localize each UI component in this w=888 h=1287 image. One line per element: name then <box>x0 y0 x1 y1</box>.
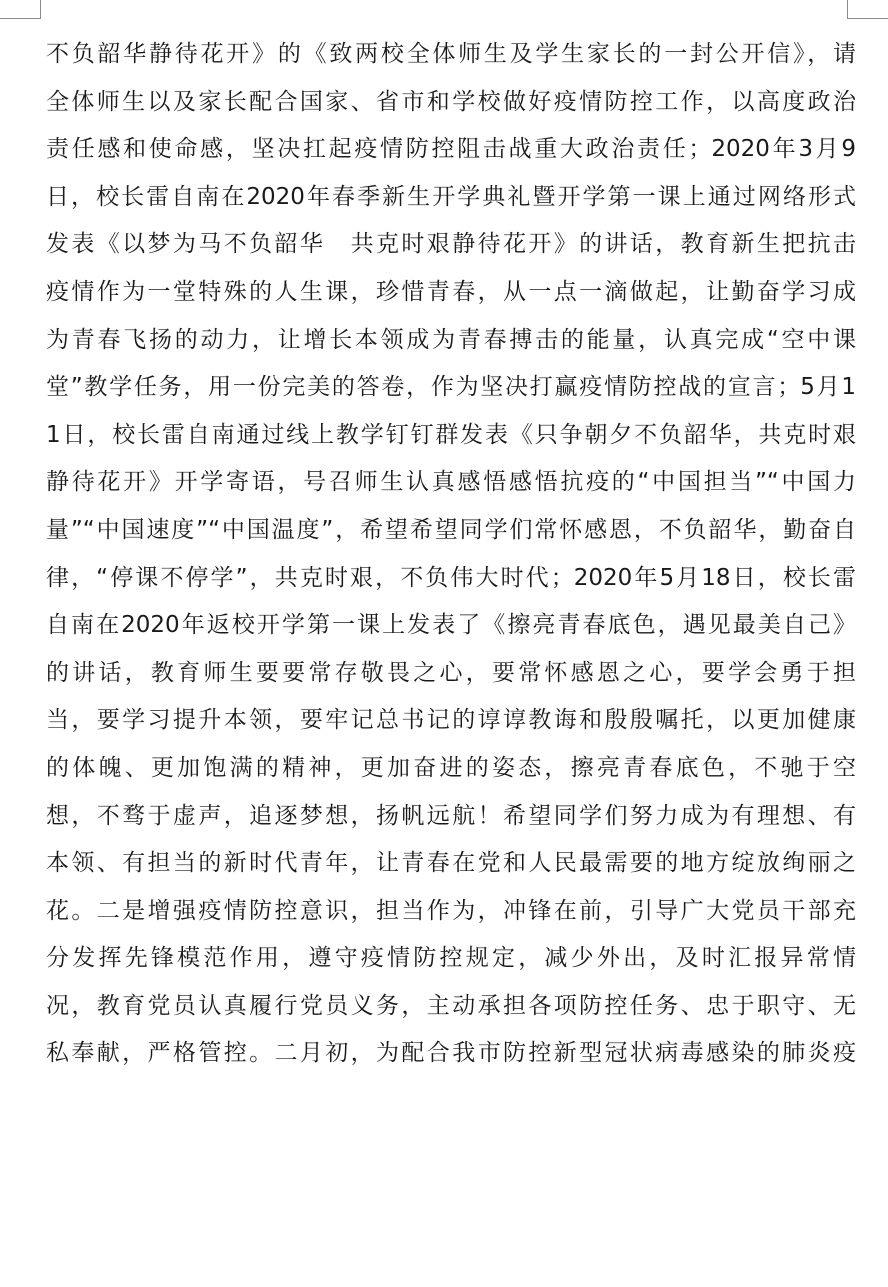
text-line: 1日，校长雷自南通过线上教学钉钉群发表《只争朝夕不负韶华，共克时艰 <box>46 421 856 448</box>
text-line: 私奉献，严格管控。二月初，为配合我市防控新型冠状病毒感染的肺炎疫 <box>46 1040 856 1067</box>
text-line: 不负韶华静待花开》的《致两校全体师生及学生家长的一封公开信》，请 <box>46 41 856 67</box>
text-line: 自南在2020年返校开学第一课上发表了《擦亮青春底色，遇见最美自己》 <box>46 612 856 639</box>
text-line: 量”“中国速度”“中国温度”，希望希望同学们常怀感恩，不负韶华，勤奋自 <box>46 516 856 543</box>
text-line: 分发挥先锋模范作用，遵守疫情防控规定，减少外出，及时汇报异常情 <box>46 945 856 972</box>
text-line: 静待花开》开学寄语，号召师生认真感悟感悟抗疫的“中国担当”“中国力 <box>46 469 856 496</box>
text-line: 责任感和使命感，坚决扛起疫情防控阻击战重大政治责任；2020年3月9 <box>46 136 856 163</box>
text-line: 律，“停课不停学”，共克时艰，不负伟大时代；2020年5月18日，校长雷 <box>46 564 856 591</box>
text-line: 堂”教学任务，用一份完美的答卷，作为坚决打赢疫情防控战的宣言；5月1 <box>46 374 856 401</box>
text-line: 日，校长雷自南在2020年春季新生开学典礼暨开学第一课上通过网络形式 <box>46 183 856 210</box>
text-line: 的讲话，教育师生要要常存敬畏之心，要常怀感恩之心，要学会勇于担 <box>46 659 856 686</box>
text-line: 况，教育党员认真履行党员义务，主动承担各项防控任务、忠于职守、无 <box>46 992 856 1019</box>
page-corner-mark-top-right <box>847 0 888 19</box>
text-line: 疫情作为一堂特殊的人生课，珍惜青春，从一点一滴做起，让勤奋学习成 <box>46 278 856 305</box>
text-line: 花。二是增强疫情防控意识，担当作为，冲锋在前，引导广大党员干部充 <box>46 897 856 924</box>
text-line: 全体师生以及家长配合国家、省市和学校做好疫情防控工作，以高度政治 <box>46 88 856 115</box>
text-line: 想，不骛于虚声，追逐梦想，扬帆远航！希望同学们努力成为有理想、有 <box>46 802 856 829</box>
page-corner-mark-top-left <box>0 0 41 19</box>
text-line: 发表《以梦为马不负韶华 共克时艰静待花开》的讲话，教育新生把抗击 <box>46 231 856 258</box>
document-body <box>46 31 856 1078</box>
text-line: 为青春飞扬的动力，让增长本领成为青春搏击的能量，认真完成“空中课 <box>46 326 856 353</box>
text-line: 的体魄、更加饱满的精神，更加奋进的姿态，擦亮青春底色，不驰于空 <box>46 754 856 781</box>
text-line: 本领、有担当的新时代青年，让青春在党和人民最需要的地方绽放绚丽之 <box>46 850 856 877</box>
text-line: 当，要学习提升本领，要牢记总书记的谆谆教诲和殷殷嘱托，以更加健康 <box>46 707 856 734</box>
